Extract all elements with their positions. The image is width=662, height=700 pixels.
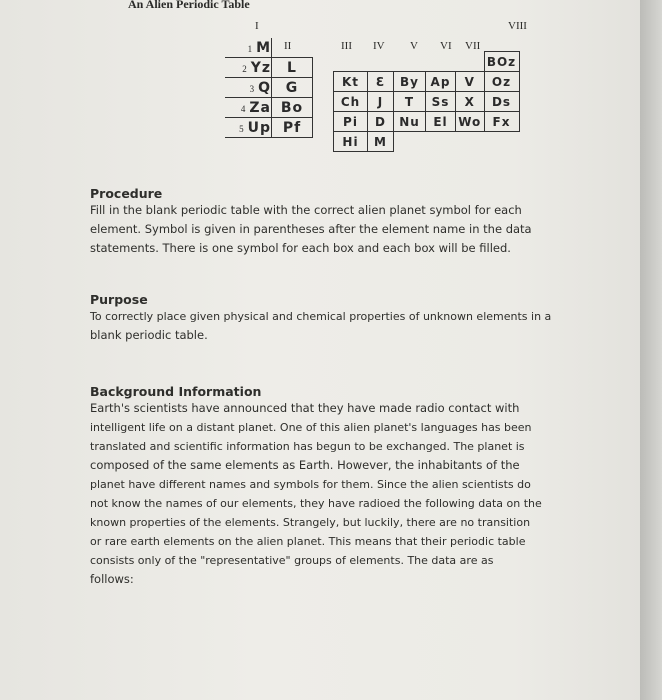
element-cell: V [456, 72, 485, 92]
procedure-section [90, 186, 610, 258]
element-cell: M [368, 132, 394, 152]
element-cell: Hi [334, 132, 368, 152]
element-cell: 4 Za [225, 98, 272, 118]
group-label-7: VII [465, 40, 481, 52]
purpose-section [90, 292, 620, 345]
group-label-1: I [255, 20, 259, 32]
element-cell: Fx [484, 112, 519, 132]
element-cell: Ds [484, 92, 519, 112]
text-line: not know the names of our elements, they have radioed the following data on the [90, 497, 542, 510]
group-label-5: V [410, 40, 418, 52]
table-row [225, 58, 313, 78]
procedure-heading: Procedure [90, 186, 163, 201]
text-line: To correctly place given physical and chemical properties of unknown elements in a [90, 310, 552, 323]
element-cell: 1 M [225, 38, 272, 58]
element-cell: J [368, 92, 394, 112]
table-row [225, 98, 313, 118]
element-cell: L [272, 58, 313, 78]
element-cell: D [368, 112, 394, 132]
element-cell: Oz [484, 72, 519, 92]
element-cell: G [272, 78, 313, 98]
element-cell: Ap [426, 72, 456, 92]
text-line: or rare earth elements on the alien planet. This means that their periodic table [90, 535, 526, 548]
text-line: composed of the same elements as Earth. However, the inhabitants of the [90, 458, 520, 472]
table-row [334, 132, 520, 152]
table-row [225, 118, 313, 138]
periodic-table-right [333, 51, 520, 152]
periodic-table-left [225, 38, 313, 138]
element-cell: 5 Up [225, 118, 272, 138]
element-cell: BOz [484, 52, 519, 72]
element-cell: 2 Yz [225, 58, 272, 78]
element-cell: Wo [456, 112, 485, 132]
element-cell: Ch [334, 92, 368, 112]
element-cell: By [394, 72, 426, 92]
text-line: element. Symbol is given in parentheses after the element name in the data [90, 222, 532, 236]
background-section [90, 384, 630, 589]
table-row [225, 78, 313, 98]
group-label-8: VIII [508, 20, 527, 32]
group-label-4: IV [373, 40, 385, 52]
text-line: blank periodic table. [90, 328, 208, 342]
element-cell: Pf [272, 118, 313, 138]
table-row [225, 38, 313, 58]
element-cell: Pi [334, 112, 368, 132]
background-heading: Background Information [90, 384, 262, 399]
text-line: planet have different names and symbols for them. Since the alien scientists do [90, 478, 531, 491]
table-row [334, 92, 520, 112]
element-cell: Nu [394, 112, 426, 132]
table-row [334, 112, 520, 132]
element-cell: Bo [272, 98, 313, 118]
element-cell: 3 Q [225, 78, 272, 98]
page-edge [640, 0, 662, 700]
element-cell: T [394, 92, 426, 112]
purpose-heading: Purpose [90, 292, 148, 307]
text-line: statements. There is one symbol for each box and each box will be filled. [90, 241, 511, 255]
page-title: An Alien Periodic Table [128, 0, 250, 11]
group-label-6: VI [440, 40, 452, 52]
element-cell [272, 38, 313, 58]
text-line: consists only of the "representative" groups of elements. The data are as [90, 554, 494, 567]
element-cell: X [456, 92, 485, 112]
text-line: translated and scientific information has begun to be exchanged. The planet is [90, 440, 525, 453]
element-cell: Ss [426, 92, 456, 112]
text-line: follows: [90, 572, 134, 586]
group-label-3: III [341, 40, 352, 52]
element-cell: Kt [334, 72, 368, 92]
element-cell: Ɛ [368, 72, 394, 92]
table-row [334, 52, 520, 72]
text-line: intelligent life on a distant planet. One of this alien planet's languages has been [90, 421, 532, 434]
text-line: Earth's scientists have announced that they have made radio contact with [90, 401, 520, 415]
text-line: known properties of the elements. Strangely, but luckily, there are no transition [90, 516, 531, 529]
group-label-2: II [284, 40, 292, 52]
text-line: Fill in the blank periodic table with the correct alien planet symbol for each [90, 203, 522, 217]
element-cell: El [426, 112, 456, 132]
table-row [334, 72, 520, 92]
